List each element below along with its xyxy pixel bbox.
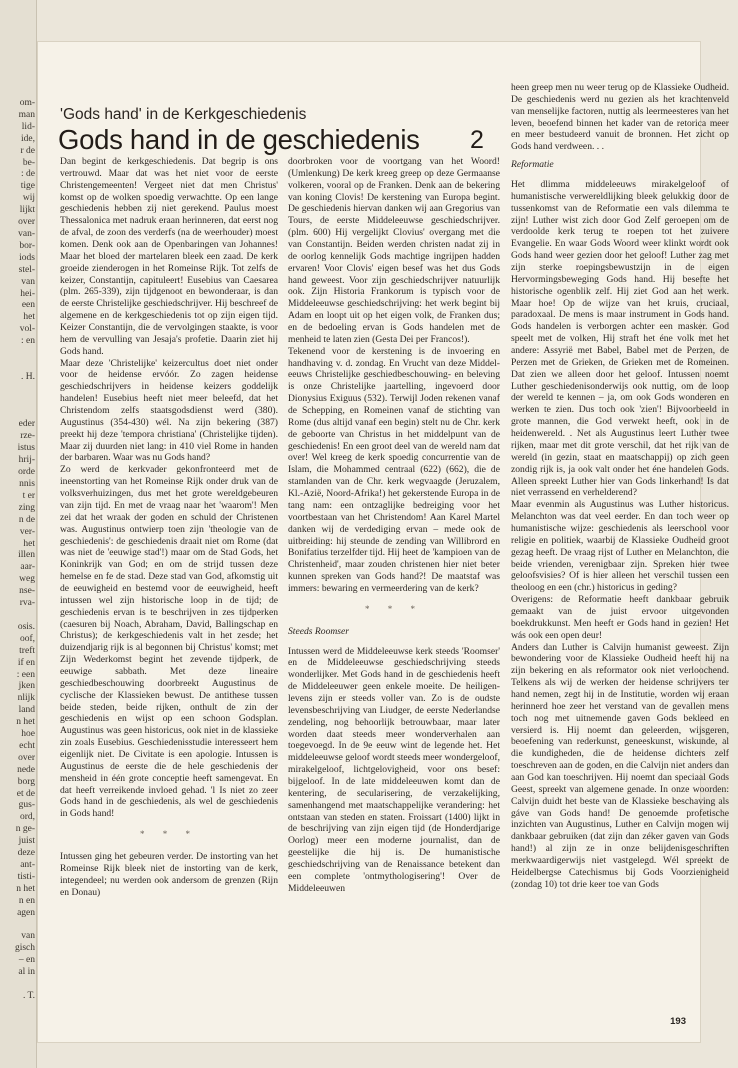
page-number: 193 bbox=[670, 1016, 686, 1027]
adjacent-page-text-fragment: om- man lid- ide, r de be- : de tige wij lijkt over van- bor- iods stel- van hei- een het vol- : en . H. eder rze- istus hrij- orde nnis t er zing n de ver- het illen aar- weg nse- rva- osis. oof, treft if en : een jken nlijk land n het hoe echt over nede borg et de gus- ord, n ge- juist deze ant- tisti- n het n en agen van gisch – en al in . T. bbox=[14, 98, 35, 1001]
adjacent-page-edge bbox=[0, 0, 37, 1068]
paragraph: Overigens: de Reformatie heeft dankbaar gebruik gemaakt van de juist ervoor uitgevonden boekdrukkunst. Men heeft er Gods hand in gezien! Het wás ook een open deur! bbox=[511, 594, 729, 641]
paragraph: Zo werd de kerkvader gekonfronteerd met de ineenstorting van het Romeinse Rijk onder druk van de volksverhuizingen, dus met het grote wereldgebeuren van zijn tijd. En met de vraag naar het 'waarom'! Men zei dat het wraak der goden en schuld der Christenen was. Augustinus ontwierp toen zijn 'theologie van de geschiedenis': de geschiedenis draait niet om Rome (dat was niet de 'eeuwige stad'!) maar om de Stad Gods, het Koninkrijk van God; en om de strijd tussen deze hemelse en fe de stad. Deze stad van God, afkomstig uit de eeuwigheid en bestemd voor de eeuwigheid, heeft intussen wel zijn historische loop in de tijd; de geschiedenis ervan is te beschrijven in zes tijdperken (caesuren bij Noach, Abraham, David, Ballingschap en Christus); de kerkgeschiedenis valt in het zesde; het duizendjarig rijk is al begonnen bij Christus' komst; met Zijn Wederkomst begint het zevende tijdperk, de eeuwige sabbath. Met deze lineaire geschiedbeschouwing doorbreekt Augustinus de cyclische der Klassieken bewust. De antithese tussen beide steden, beide rijken, onthult de zin der geschiedenis en wijst op een schoon Godsplan. Augustinus was geen historicus, ook niet in de klassieke zin zoals Eusebius. Geschiedenisstudie interesseert hem eigenlijk niet. De Civitate is een apologie. Intussen is Augustinus de eerste die de hele geschiedenis der mensheid in één grote conceptie heeft samengevat. En dat heeft verreikende invloed gehad. 'l Is niet zo zeer Gods hand in de geschiedenis, als wel de geschiedenis in Gods hand! bbox=[60, 464, 278, 820]
paragraph: heen greep men nu weer terug op de Klassieke Oudheid. De geschiedenis werd nu gezien als het krachtenveld van menselijke factoren, nuttig als leermeesteres van het leven, beoefend binnen het kader van de retorica meer en meer bestudeerd vanuit de bronnen. Het zicht op Gods hand verdween. . . bbox=[511, 82, 729, 153]
section-kicker: 'Gods hand' in de Kerkgeschiedenis bbox=[60, 106, 307, 123]
subheading: Reformatie bbox=[511, 159, 554, 171]
paragraph: Dan begint de kerkgeschiedenis. Dat begrip is ons vertrouwd. Maar dat was het niet voor de eerste Christengemeenten! Vergeet niet dat men Christus' komst op de wolken spoedig verwachtte. Op een lange geschiedenis hebben zij niet gerekend. Paulus moest Thessalonica met nadruk eraan herinneren, dat eerst nog de afval, de zoon des verderfs (na de weerhouder) moest komen. Denk ook aan de Openbaringen van Johannes! Maar het bloed der martelaren bleek een zaad. De kerk groeide zienderogen in het Romeinse Rijk. Tot zelfs de keizer, Constantijn, capituleert! Eusebius van Caesarea (plm. 265-339), zijn tijdgenoot en bewonderaar, is dan de eerste Christelijke geschiedschrijver. Hij beschreef de algemene en de kerkgeschiedenis tot op zijn eigen tijd. Keizer Constantijn, die de vervolgingen staakte, is voor hem de vervulling van Jesaja's profetie. Daarin ziet hij Gods hand. bbox=[60, 156, 278, 357]
paragraph: Het dlimma middeleeuws mirakelgeloof of humanistische verwereldlijking bleek gelukkig door de tussenkomst van de Reformatie een vals dilemma te zijn! Luther wist zich door God Zelf geroepen om de verdoolde kerk terug te roepen tot het zuivere Evangelie. En waar Gods Woord weer klinkt wordt ook Gods hand weer gezien door het geloof! Luther zag met zijn sterke roepingsbewustzijn in de eigen Hervormingsbeweging Gods hand. Hij besefte het historische ogenblik zelf. Hij ziet God aan het werk. Maar hoe! Op de wijze van het kruis, cruciaal, paradoxaal. De mens is maar instrument in Gods hand. Gods handelen is verborgen achter een masker. God speelt met de volken, Hij straft het éne volk met het andere: Assyrië met Babel, Babel met de Perzen, de Perzen met de Grieken, de Grieken met de Romeinen. Dat zien we alleen door het geloof. Intussen noemt Luther geschiedenisonderwijs ook nuttig, om de loop der wereld te kennen – ja, om ook Gods wonderen en werken te zien. Dus toch ook 'zien'! Bijvoorbeeld in grote mannen, die God verwekt heeft, ook in de heidenwereld. . Net als Augustinus leert Luther twee rijken, maar met dit grote verschil, dat het rijk van de wereld (in gezin, staat en maatschappij) op zich geen zondig rijk is, ja ook valt onder het éne handelen Gods. Alleen spreekt Luther hier van Gods linkerhand! Is dat niet verrassend en verhelderend? bbox=[511, 179, 729, 499]
magazine-page bbox=[38, 42, 729, 1042]
article-title: Gods hand in de geschiedenis bbox=[58, 124, 420, 155]
text-column-2 bbox=[288, 156, 500, 1036]
paragraph: doorbroken voor de voortgang van het Woord! (Umlenkung) De kerk kreeg greep op deze Germaanse volkeren, vooral op de Franken. Denk aan de bekering van koning Clovis! De kerstening van Europa begint. De geschiedenis hiervan danken wij aan Gregorius van Tours, de eerste Middeleeuwse geschiedschrijver. (plm. 600) Hij vergelijkt Clovius' overgang met die van Constantijn. Beiden werden christen nadat zij in de oorlog kennelijk Gods machtige ingrijpen hadden ervaren! Voor Clovis' eigen besef was het dus Gods hand geweest. Voor zijn geschiedschrijver natuurlijk ook. Zijn Historia Frankorum is typisch voor de Middeleeuwse geschiedschrijving: het werk begint bij Adam en loopt uit op het eigen volk, de Franken dus; en de bedoeling ervan is Gods handelen met de menheid te laten zien (Gesta Dei per Francos!). bbox=[288, 156, 500, 345]
subheading: Steeds Roomser bbox=[288, 625, 350, 637]
paragraph: Maar deze 'Christelijke' keizercultus doet niet onder voor de heidense ervóór. Zo zagen heidense geschiedschrijvers in heidense keizers goddelijk handelen! Eusebius heeft niet meer beleefd, dat het Christendom zelfs staatsgodsdienst werd (380). Augustinus (354-430) wél. Na zijn bekering (387) preekt hij deze 'tempora christiana' (Christelijke tijden). Maar zij duurden niet lang: in 410 viel Rome in handen der barbaren. Waar was nu Gods hand? bbox=[60, 357, 278, 464]
text-column-1 bbox=[60, 156, 278, 1036]
paragraph: Anders dan Luther is Calvijn humanist geweest. Zijn bewondering voor de Klassieke Oudheid heeft hij na zijn bekering en als reformator ook niet verloochend. Telkens als wij de werken der heidense schrijvers ter hand nemen, zegt hij in de Institutie, worden wij eraan herinnerd hoe zeer het verstand van de gevallen mens toch nog met uitnemende gaven Gods bekleed en versierd is. Hij noemt dan geleerden, wijsgeren, beoefening van rederkunst, geneeskunst, wiskunde, al die kundigheden, die de heidense dichters zelf toeschreven aan de goden, en die Calvijn niet anders dan aan God kan toeschrijven. Hij noemt dan speciaal Gods Geest, spreekt van algemene genade. In onze woorden: Calvijn duidt het beste van de Klassieke beschaving als gáve van Gods hand! De genoemde profetische inzichten van Augustinus, Luther en Calvijn mogen wij dankbaar gebruiken (dat zijn dan zéker gaven van Gods hand!) al zijn ze in onze belijdenisgeschriften merkwaardigerwijs niet vastgelegd. Wél spreekt de Heidelbergse Catechismus bij Gods Voorzienigheid (zondag 10) tot drie keer toe van Gods bbox=[511, 641, 729, 890]
text-column-3 bbox=[511, 82, 729, 1042]
section-separator: * * * bbox=[140, 829, 198, 840]
article-part-number: 2 bbox=[470, 126, 484, 154]
paragraph: Tekenend voor de kerstening is de invoering en handhaving v. d. zondag. En Vrucht van deze Middel-eeuws Christelijke geschiedbeschouwing- en beleving is onze Christelijke jaartelling, ingevoerd door Dionysius Exiguus (532). Terwijl Joden rekenen vanaf de Schepping, en Romeinen vanaf de stichting van Rome (dus altijd vanaf een begin) stelt nu de Chr. kerk de geboorte van Christus in het middelpunt van de geschiedenis! En een groot deel van de wereld nam dat over! Wel kreeg de kerk spoedig concurrentie van de Islam, die Mohammed centraal (622) (662), die de stamlanden van de Chr. kerk wegvaagde (Jeruzalem, Kl.-Azië, Noord-Afrika!) het gekerstende Europa in de tang nam: een ontzaglijke bedreiging voor het voortbestaan van het Christendom! Aan Karel Martel danken wij de verdediging ervan – mede ook de uitbreiding: hij steunde de zending van Willibrord en Bonifatius terzelfder tijd. Hij heet de 'kampioen van de Christenheid', maar zouden christenen hier niet beter kunnen spreken van Gods hand?! De maatstaf was immers: bewaring en vermeerdering van de kerk? bbox=[288, 345, 500, 594]
paragraph: Maar evenmin als Augustinus was Luther historicus. Melanchton was dat veel eerder. En dan toch weer op humanistische wijze: geschiedenis als leerschool voor religie en politiek, waarbij de Klassieke Oudheid groot gezag heeft. De vraag rijst of Luther en Melanchton, die beide vrienden, verenigbaar zijn. Spreken hier twee geloofsvisies? Of is hier alleen het verschil tussen een theoloog en een (chr.) historicus in geding? bbox=[511, 499, 729, 594]
paragraph: Intussen werd de Middeleeuwse kerk steeds 'Roomser' en de Middeleeuwse geschiedschrijving steeds wonderlijker. Met Gods hand in de geschiedenis heeft de Middeleeuwer geen enkele moeite. De heiligen-levens zijn er steeds voller van. Zo is de oudste levensbeschrijving van Liudger, de eerste Nederlandse zendeling, nog behoorlijk betrouwbaar, maar later worden daat steeds meer wonderverhalen aan toegevoegd. In de 9e eeuw wint de legende het. Het middeleeuwse geloof wordt steeds meer wondergeloof, mirakelgeloof, lichtgelovigheid, voor ons besef: bijgeloof. In de late middeleeuwen komt dan de kentering, de secularisering, de verzakelijking, samenhangend met maatschappelijke verandering: het ontstaan van steden en staten. Froissart (1400) lijkt in de beschrijving van zijn eigen tijd (de Honderdjarige Oorlog) meer een moderne journalist, dan de geestelijke die hij is. De humanistische geschiedschrijving van de Renaissance betekent dan een complete 'ontmythologisering'! Over de Middeleeuwen bbox=[288, 645, 500, 894]
paragraph: Intussen ging het gebeuren verder. De instorting van het Romeinse Rijk bleek niet de instorting van de kerk, integendeel; nu werden ook andersom de grenzen (Rijn en Donau) bbox=[60, 850, 278, 898]
section-separator: * * * bbox=[365, 603, 423, 614]
